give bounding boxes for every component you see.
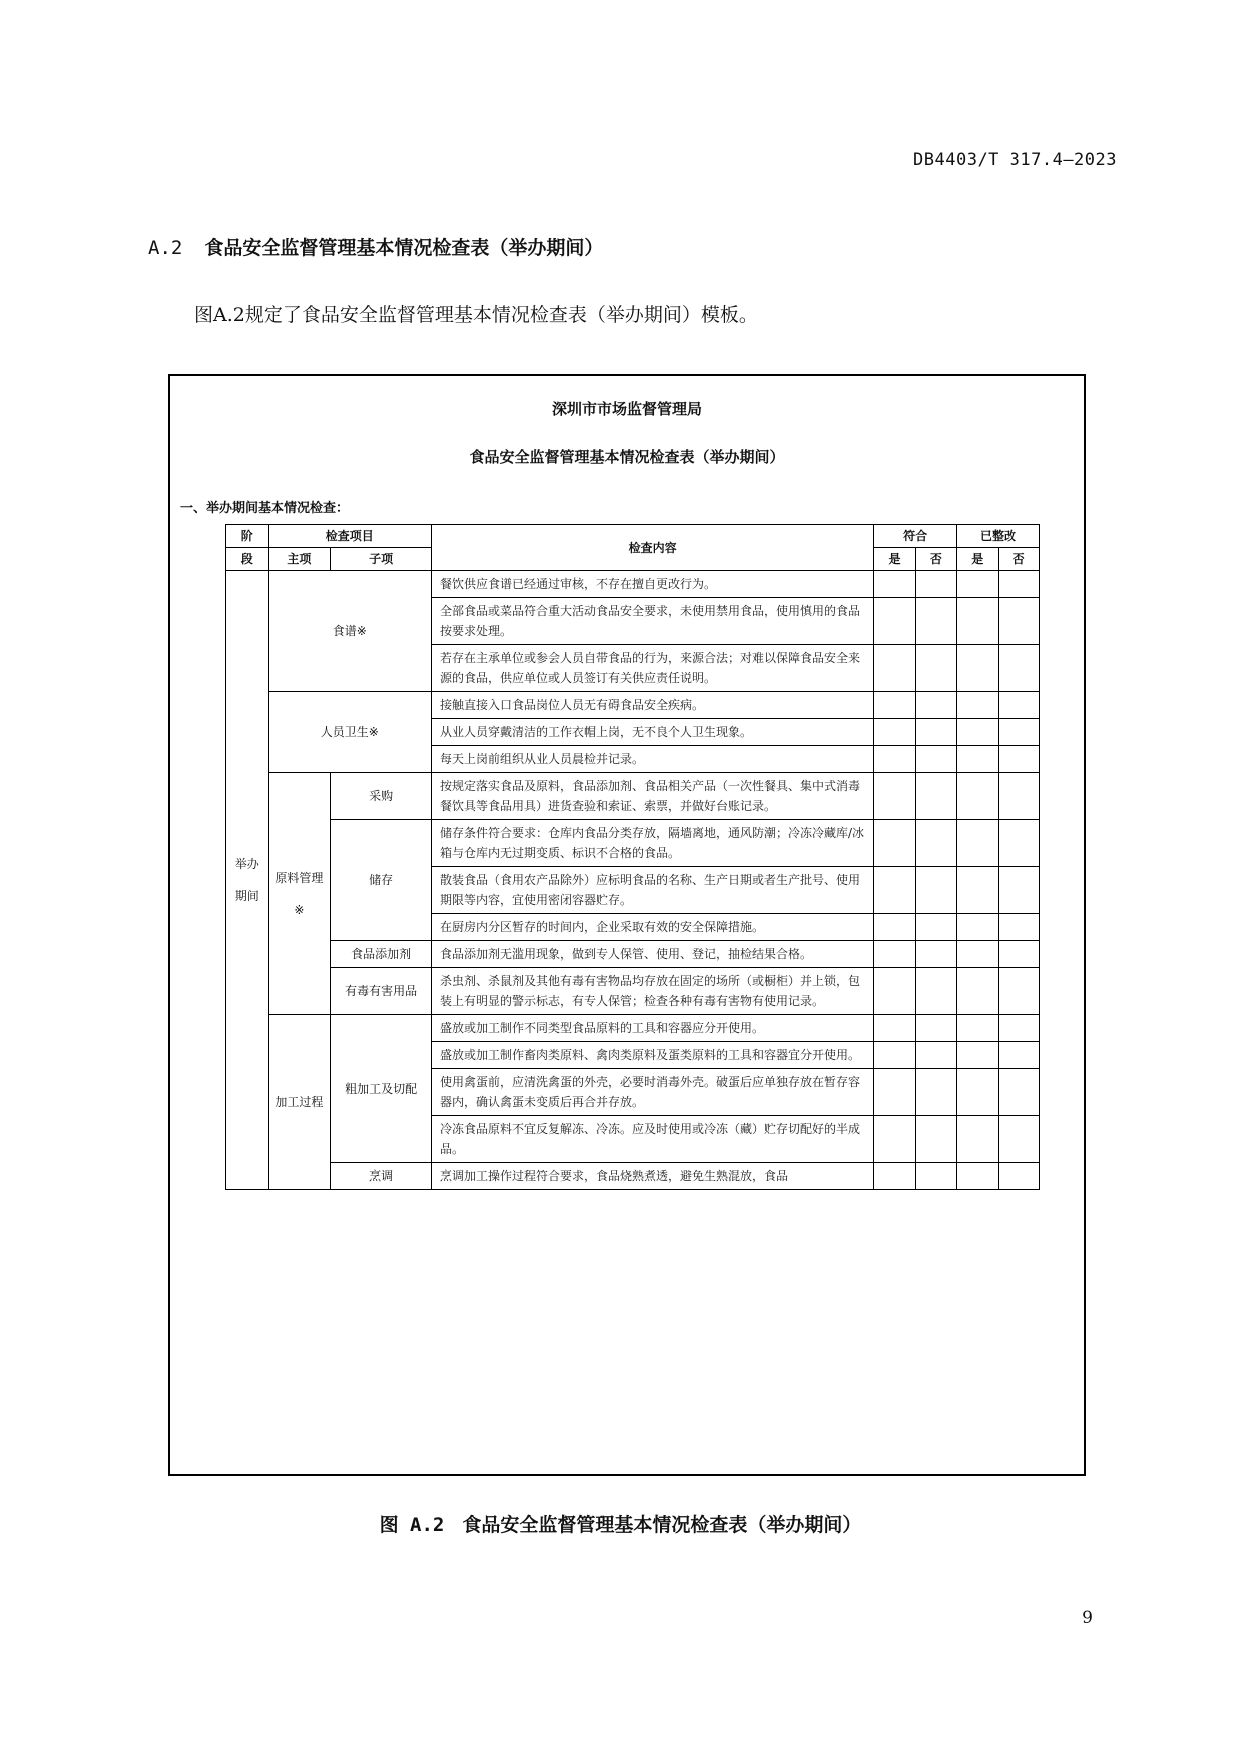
check-cell[interactable] (915, 645, 956, 692)
checklist-table (225, 524, 1040, 1190)
check-content: 餐饮供应食谱已经通过审核，不存在擅自更改行为。 (432, 571, 874, 598)
check-cell[interactable] (874, 719, 915, 746)
section-number: A.2 (148, 237, 183, 259)
rectified-header: 已整改 (957, 525, 1040, 548)
check-content: 盛放或加工制作畜肉类原料、禽肉类原料及蛋类原料的工具和容器宜分开使用。 (432, 1042, 874, 1069)
sub-toxic: 有毒有害用品 (331, 968, 432, 1015)
check-cell[interactable] (957, 1042, 998, 1069)
check-content: 从业人员穿戴清洁的工作衣帽上岗，无不良个人卫生现象。 (432, 719, 874, 746)
table-row (226, 571, 1040, 598)
stage-header-2: 段 (226, 548, 269, 571)
item-header: 检查项目 (268, 525, 431, 548)
check-content: 接触直接入口食品岗位人员无有碍食品安全疾病。 (432, 692, 874, 719)
check-cell[interactable] (915, 867, 956, 914)
check-cell[interactable] (915, 571, 956, 598)
check-cell[interactable] (998, 941, 1039, 968)
check-cell[interactable] (874, 1042, 915, 1069)
check-cell[interactable] (998, 746, 1039, 773)
check-cell[interactable] (915, 1015, 956, 1042)
document-id: DB4403/T 317.4—2023 (913, 150, 1117, 170)
sub-storage: 储存 (331, 820, 432, 941)
stage-cell: 举办期间 (226, 571, 269, 1190)
sub-purchase: 采购 (331, 773, 432, 820)
intro-paragraph: 图A.2规定了食品安全监督管理基本情况检查表（举办期间）模板。 (194, 304, 758, 326)
check-cell[interactable] (915, 719, 956, 746)
check-cell[interactable] (874, 1163, 915, 1190)
form-title: 食品安全监督管理基本情况检查表（举办期间） (469, 448, 785, 466)
check-cell[interactable] (957, 1163, 998, 1190)
header-row (226, 525, 1040, 548)
check-cell[interactable] (957, 914, 998, 941)
check-cell[interactable] (915, 1042, 956, 1069)
check-cell[interactable] (998, 820, 1039, 867)
check-cell[interactable] (874, 1015, 915, 1042)
check-content: 使用禽蛋前，应清洗禽蛋的外壳，必要时消毒外壳。破蛋后应单独存放在暂存容器内，确认禽蛋未变质后再合并存放。 (432, 1069, 874, 1116)
check-content: 若存在主承单位或参会人员自带食品的行为，来源合法；对难以保障食品安全来源的食品，供应单位或人员签订有关供应责任说明。 (432, 645, 874, 692)
check-cell[interactable] (998, 719, 1039, 746)
sub-rough: 粗加工及切配 (331, 1015, 432, 1163)
check-cell[interactable] (998, 1042, 1039, 1069)
check-cell[interactable] (957, 820, 998, 867)
group-process: 加工过程 (268, 1015, 331, 1190)
check-cell[interactable] (998, 773, 1039, 820)
table-row (226, 1163, 1040, 1190)
check-content: 烹调加工操作过程符合要求，食品烧熟煮透，避免生熟混放，食品 (432, 1163, 874, 1190)
stage-header-1: 阶 (226, 525, 269, 548)
group-hygiene: 人员卫生※ (268, 692, 431, 773)
check-cell[interactable] (957, 941, 998, 968)
check-content: 盛放或加工制作不同类型食品原料的工具和容器应分开使用。 (432, 1015, 874, 1042)
check-content: 冷冻食品原料不宜反复解冻、冷冻。应及时使用或冷冻（藏）贮存切配好的半成品。 (432, 1116, 874, 1163)
check-cell[interactable] (915, 1069, 956, 1116)
check-cell[interactable] (957, 968, 998, 1015)
check-cell[interactable] (998, 598, 1039, 645)
check-cell[interactable] (915, 1116, 956, 1163)
check-cell[interactable] (957, 645, 998, 692)
check-cell[interactable] (998, 914, 1039, 941)
check-cell[interactable] (998, 692, 1039, 719)
conform-header: 符合 (874, 525, 957, 548)
figure-title: 食品安全监督管理基本情况检查表（举办期间） (462, 1514, 862, 1536)
check-cell[interactable] (874, 820, 915, 867)
form-org: 深圳市市场监督管理局 (551, 400, 702, 418)
section-title: 食品安全监督管理基本情况检查表（举办期间） (204, 237, 604, 259)
check-content: 每天上岗前组织从业人员晨检并记录。 (432, 746, 874, 773)
check-cell[interactable] (915, 1163, 956, 1190)
figure-caption (0, 1510, 1241, 1537)
check-cell[interactable] (915, 692, 956, 719)
page-number: 9 (1082, 1608, 1093, 1628)
form-frame (168, 374, 1086, 1476)
sub-additive: 食品添加剂 (331, 941, 432, 968)
check-cell[interactable] (915, 746, 956, 773)
table-row (226, 692, 1040, 719)
check-cell[interactable] (915, 914, 956, 941)
check-cell[interactable] (874, 692, 915, 719)
check-cell[interactable] (874, 645, 915, 692)
check-cell[interactable] (957, 692, 998, 719)
check-cell[interactable] (998, 645, 1039, 692)
check-cell[interactable] (874, 598, 915, 645)
check-cell[interactable] (915, 773, 956, 820)
check-cell[interactable] (998, 1069, 1039, 1116)
check-cell[interactable] (874, 746, 915, 773)
section-heading (148, 233, 603, 260)
check-cell[interactable] (957, 1116, 998, 1163)
check-cell[interactable] (874, 941, 915, 968)
table-row (226, 968, 1040, 1015)
group-menu: 食谱※ (268, 571, 431, 692)
check-cell[interactable] (874, 867, 915, 914)
check-cell[interactable] (998, 867, 1039, 914)
check-cell[interactable] (998, 968, 1039, 1015)
conform-no-header: 否 (915, 548, 956, 571)
check-cell[interactable] (998, 1116, 1039, 1163)
check-cell[interactable] (998, 1163, 1039, 1190)
table-row (226, 773, 1040, 820)
rectified-yes-header: 是 (957, 548, 998, 571)
check-content: 储存条件符合要求：仓库内食品分类存放，隔墙离地，通风防潮；冷冻冷藏库/冰箱与仓库内无过期变质、标识不合格的食品。 (432, 820, 874, 867)
check-cell[interactable] (957, 598, 998, 645)
check-cell[interactable] (998, 1015, 1039, 1042)
sub-item-header: 子项 (331, 548, 432, 571)
check-cell[interactable] (915, 598, 956, 645)
part-heading: 一、举办期间基本情况检查： (180, 501, 350, 516)
check-cell[interactable] (874, 1069, 915, 1116)
check-cell[interactable] (915, 941, 956, 968)
sub-cooking: 烹调 (331, 1163, 432, 1190)
figure-number: 图 A.2 (379, 1514, 445, 1536)
check-cell[interactable] (874, 914, 915, 941)
check-cell[interactable] (915, 820, 956, 867)
check-cell[interactable] (874, 1116, 915, 1163)
group-material: 原料管理※ (268, 773, 331, 1015)
check-cell[interactable] (957, 867, 998, 914)
check-content: 在厨房内分区暂存的时间内，企业采取有效的安全保障措施。 (432, 914, 874, 941)
table-row (226, 1015, 1040, 1042)
check-cell[interactable] (957, 571, 998, 598)
check-content: 全部食品或菜品符合重大活动食品安全要求，未使用禁用食品，使用慎用的食品按要求处理。 (432, 598, 874, 645)
check-cell[interactable] (874, 968, 915, 1015)
conform-yes-header: 是 (874, 548, 915, 571)
check-cell[interactable] (874, 571, 915, 598)
table-row (226, 820, 1040, 867)
main-item-header: 主项 (268, 548, 331, 571)
content-header: 检查内容 (432, 525, 874, 571)
table-row (226, 941, 1040, 968)
check-cell[interactable] (957, 1069, 998, 1116)
check-content: 按规定落实食品及原料，食品添加剂、食品相关产品（一次性餐具、集中式消毒餐饮具等食品用具）进货查验和索证、索票，并做好台账记录。 (432, 773, 874, 820)
check-cell[interactable] (957, 746, 998, 773)
check-content: 散装食品（食用农产品除外）应标明食品的名称、生产日期或者生产批号、使用期限等内容，宜使用密闭容器贮存。 (432, 867, 874, 914)
check-content: 杀虫剂、杀鼠剂及其他有毒有害物品均存放在固定的场所（或橱柜）并上锁，包装上有明显的警示标志，有专人保管；检查各种有毒有害物有使用记录。 (432, 968, 874, 1015)
check-content: 食品添加剂无滥用现象，做到专人保管、使用、登记，抽检结果合格。 (432, 941, 874, 968)
check-cell[interactable] (874, 773, 915, 820)
check-cell[interactable] (957, 719, 998, 746)
check-cell[interactable] (957, 1015, 998, 1042)
check-cell[interactable] (957, 773, 998, 820)
check-cell[interactable] (998, 571, 1039, 598)
check-cell[interactable] (915, 968, 956, 1015)
rectified-no-header: 否 (998, 548, 1039, 571)
